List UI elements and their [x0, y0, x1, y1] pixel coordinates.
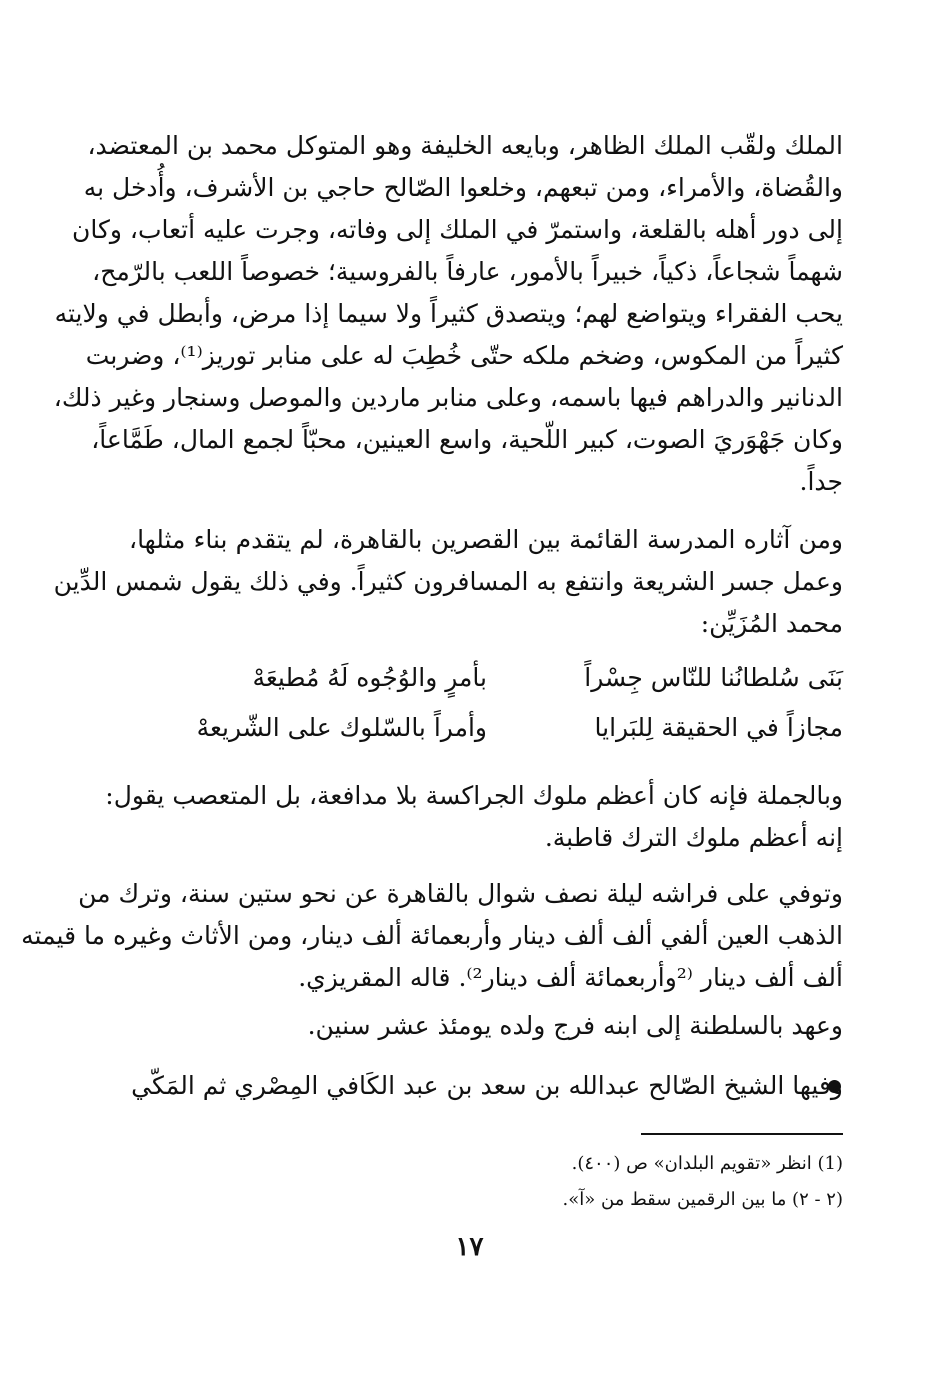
- text-line: إنه أعظم ملوك الترك قاطبة.: [544, 823, 843, 852]
- text-line: شهماً شجاعاً، ذكياً، خبيراً بالأمور، عارفاً بالفروسية؛ خصوصاً اللعب بالرّمح،: [92, 257, 843, 286]
- paragraph-first-line: وعهد بالسلطنة إلى ابنه فرج ولده يومئذ عشر سنين.: [307, 1011, 843, 1040]
- page-number: ١٧: [455, 1232, 484, 1262]
- verse-first-hemistich: مجازاً في الحقيقة لِلبَرايا: [594, 713, 843, 742]
- text-line: وكان جَهْوَريَ الصوت، كبير اللّحية، واسع العينين، محبّاً لجمع المال، طَمَّاعاً،: [91, 425, 843, 454]
- text-line: الدنانير والدراهم فيها باسمه، وعلى منابر ماردين والموصل وسنجار وغير ذلك،: [53, 383, 843, 412]
- text-line: ألف ألف دينار ⁽²وأربعمائة ألف دينار²⁾. قاله المقريزي.: [298, 963, 843, 992]
- text-line: كثيراً من المكوس، وضخم ملكه حتّى خُطِبَ له على منابر توريز⁽¹⁾، وضربت: [85, 341, 843, 370]
- footnote: (1) انظر «تقويم البلدان» ص (٤٠٠).: [571, 1153, 843, 1174]
- text-line: إلى دور أهله بالقلعة، واستمرّ في الملك إلى وفاته، وجرت عليه أتعاب، وكان: [71, 215, 843, 244]
- footnote-separator: [641, 1133, 843, 1135]
- text-line: وعمل جسر الشريعة وانتفع به المسافرون كثيراً. وفي ذلك يقول شمس الدِّين: [53, 567, 843, 596]
- bullet-text-line: وفيها الشيخ الصّالح عبدالله بن سعد بن عبد الكَافي المِصْري ثم المَكّي: [131, 1071, 843, 1100]
- verse-second-hemistich: وأمراً بالسّلوك على الشّريعهْ: [196, 713, 487, 742]
- text-line: يحب الفقراء ويتواضع لهم؛ ويتصدق كثيراً ولا سيما إذا مرض، وأبطل في ولايته: [54, 299, 843, 328]
- text-line: والقُضاة، والأمراء، ومن تبعهم، وخلعوا الصّالح حاجي بن الأشرف، وأُدخل به: [83, 173, 843, 202]
- verse-line: [0, 706, 939, 750]
- verse-first-hemistich: بَنَى سُلطانُنا للنّاس جِسْراً: [584, 663, 843, 692]
- text-line: الملك ولقّب الملك الظاهر، وبايعه الخليفة وهو المتوكل محمد بن المعتضد،: [87, 131, 843, 160]
- text-line: الذهب العين ألفي ألف ألف دينار وأربعمائة ألف دينار، ومن الأثاث وغيره ما قيمته: [21, 921, 843, 950]
- text-line: محمد المُزَيِّن:: [700, 609, 843, 638]
- paragraph-first-line: وبالجملة فإنه كان أعظم ملوك الجراكسة بلا مدافعة، بل المتعصب يقول:: [105, 781, 843, 810]
- paragraph-first-line: وتوفي على فراشه ليلة نصف شوال بالقاهرة عن نحو ستين سنة، وترك من: [78, 879, 843, 908]
- footnote: (٢ - ٢) ما بين الرقمين سقط من «آ».: [562, 1189, 843, 1210]
- verse-second-hemistich: بأمرٍ والوُجُوه لَهُ مُطيعَهْ: [252, 663, 487, 692]
- text-line: جداً.: [799, 467, 843, 496]
- paragraph-first-line: ومن آثاره المدرسة القائمة بين القصرين بالقاهرة، لم يتقدم بناء مثلها،: [129, 525, 843, 554]
- verse-line: [0, 656, 939, 700]
